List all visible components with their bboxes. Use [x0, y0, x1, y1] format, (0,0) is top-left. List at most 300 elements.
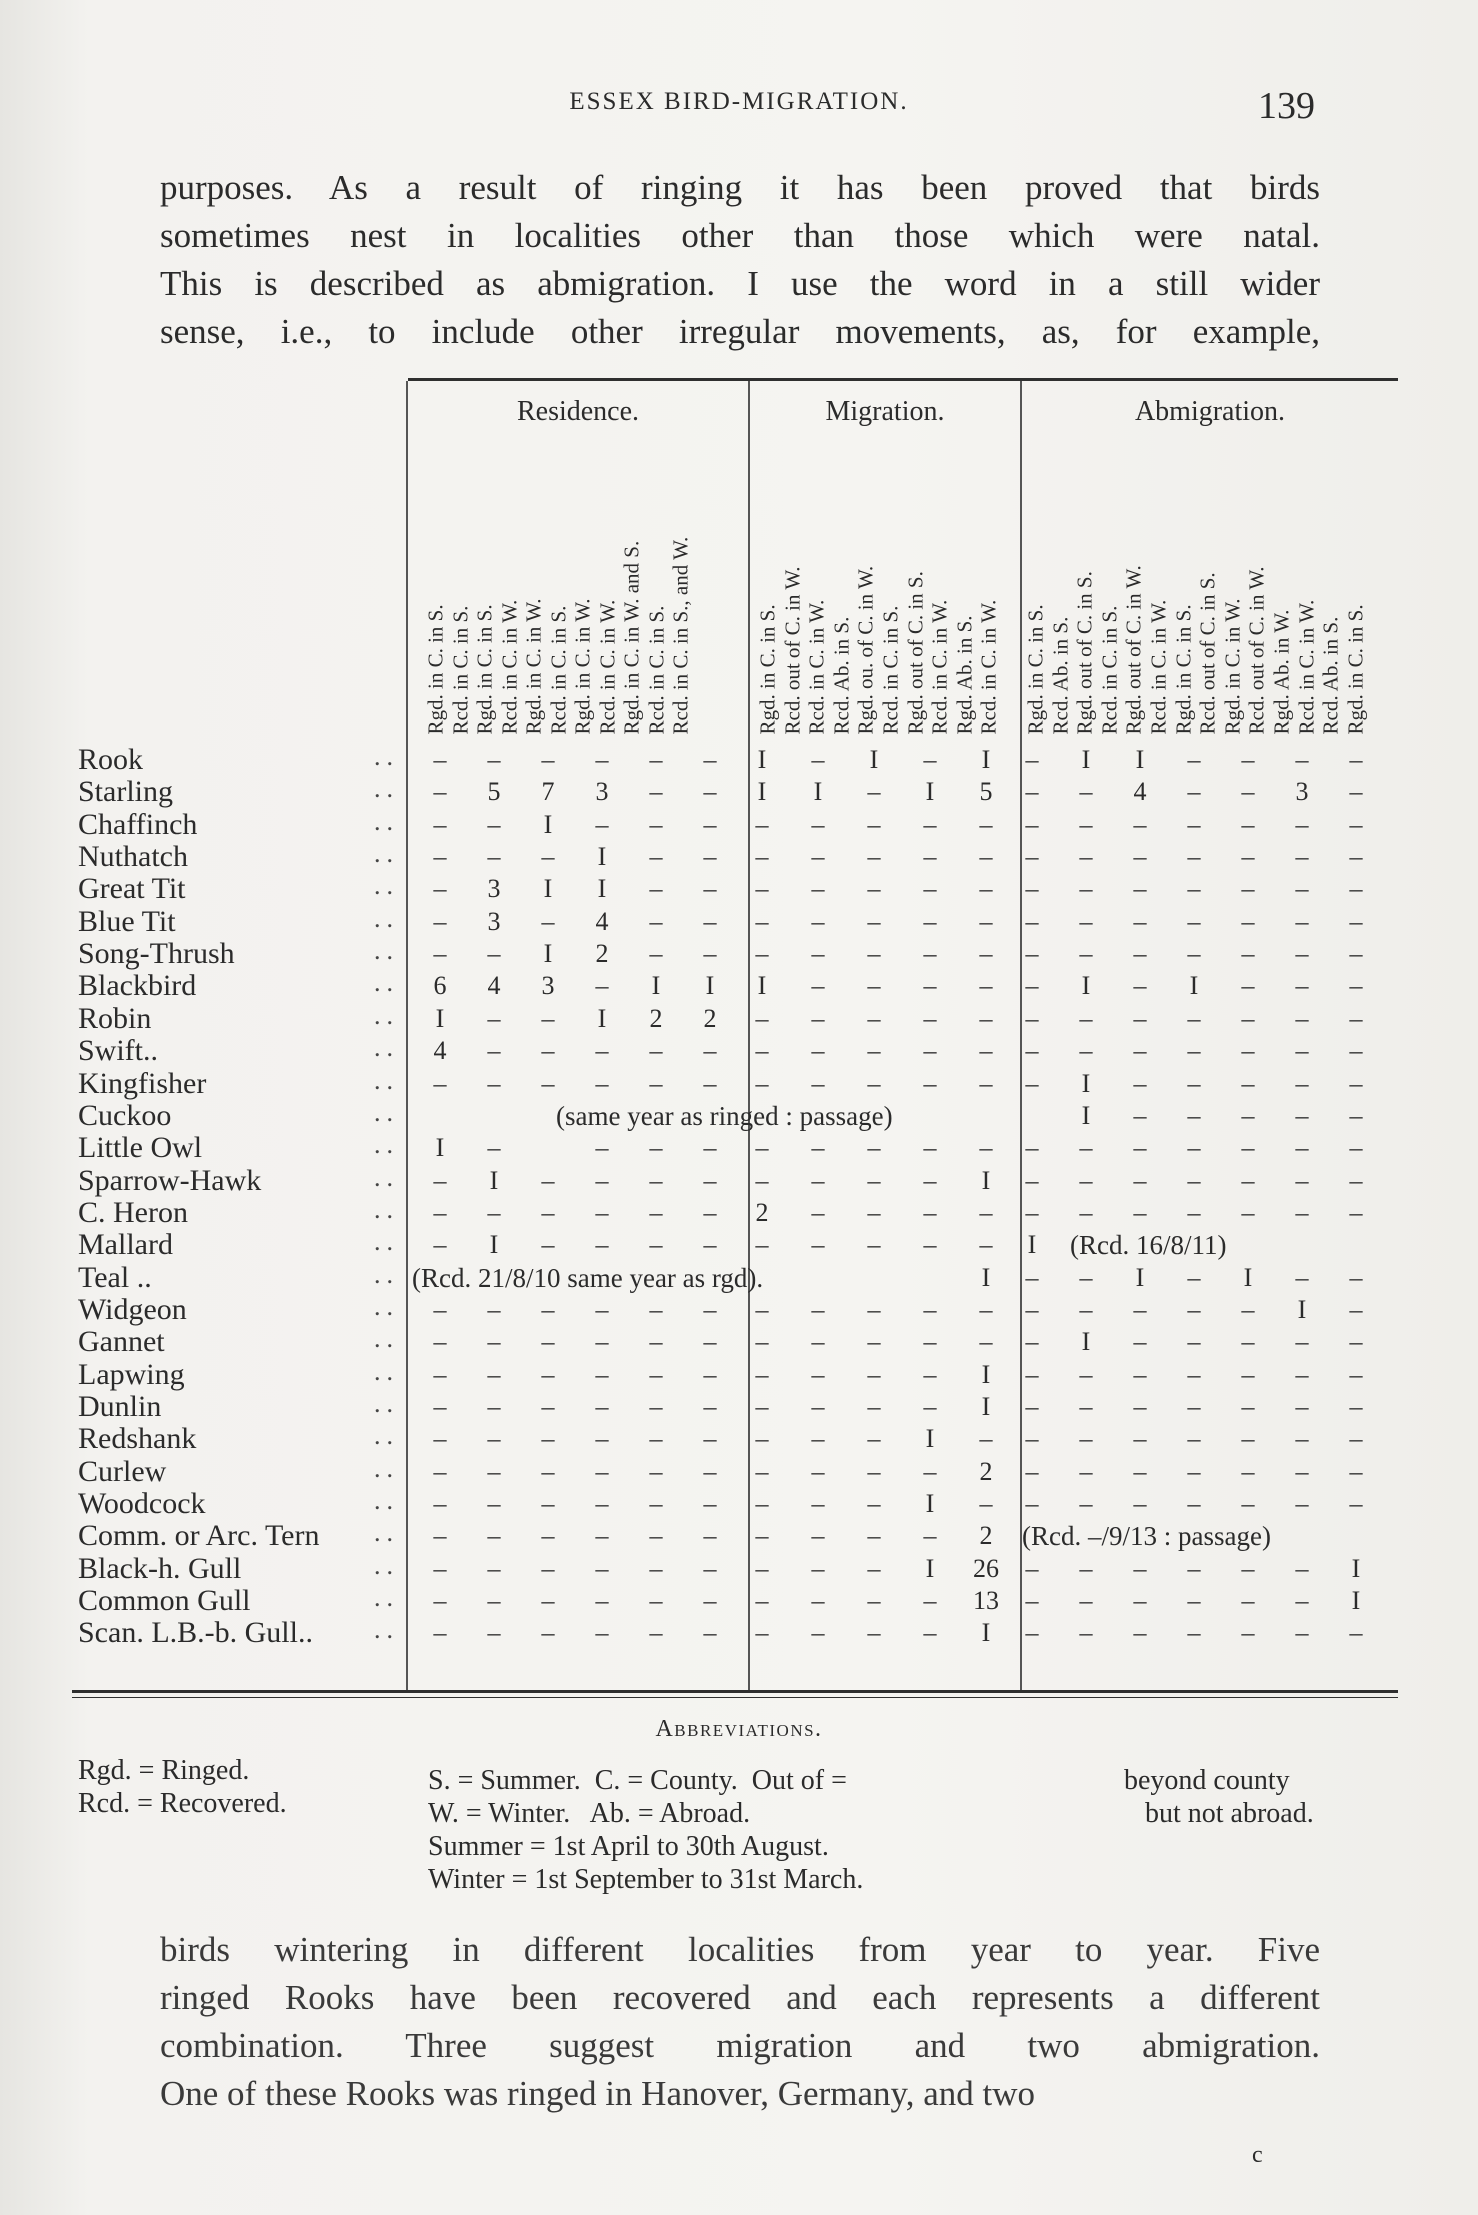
table-cell: –	[867, 1133, 881, 1163]
table-cell: –	[1241, 874, 1255, 904]
table-cell: –	[867, 971, 881, 1001]
table-cell: –	[595, 1230, 609, 1260]
row-label: Teal ..	[78, 1260, 152, 1294]
table-cell: 2	[595, 939, 609, 969]
table-cell: –	[1187, 1036, 1201, 1066]
table-cell: –	[811, 1586, 825, 1616]
table-cell: –	[1187, 1197, 1201, 1227]
table-cell: –	[649, 1165, 663, 1195]
table-cell: –	[755, 1553, 769, 1583]
table-cell: –	[541, 1068, 555, 1098]
table-cell: –	[595, 1165, 609, 1195]
table-cell: 2	[703, 1003, 717, 1033]
table-cell: –	[867, 1294, 881, 1324]
row-leader-dots: ..	[374, 839, 399, 869]
table-cell: –	[649, 1456, 663, 1486]
row-leader-dots: ..	[374, 1065, 399, 1095]
table-cell: –	[1025, 971, 1039, 1001]
table-cell: –	[487, 1618, 501, 1648]
table-cell: –	[1133, 1327, 1147, 1357]
table-cell: –	[595, 1586, 609, 1616]
table-cell: I	[981, 1392, 991, 1421]
paragraph-line: birds wintering in different localities from year to year. Five	[160, 1930, 1320, 1969]
table-cell: –	[1133, 1036, 1147, 1066]
table-cell: –	[1349, 1165, 1363, 1195]
row-label: Chaffinch	[78, 807, 198, 841]
table-cell: I	[925, 1424, 935, 1454]
table-cell: –	[541, 1456, 555, 1486]
table-cell: –	[595, 1068, 609, 1098]
table-cell: –	[979, 1197, 993, 1227]
table-cell: –	[595, 1424, 609, 1454]
table-cell: –	[487, 1586, 501, 1616]
table-cell: –	[755, 1392, 769, 1421]
table-cell: –	[1349, 874, 1363, 904]
table-cell: –	[649, 842, 663, 872]
table-cell: –	[1079, 1036, 1093, 1066]
table-cell: I	[981, 1165, 991, 1195]
table-cell: –	[867, 1553, 881, 1583]
table-cell: –	[1133, 1133, 1147, 1163]
table-cell: –	[1349, 1294, 1363, 1324]
table-cell: –	[1295, 1068, 1309, 1098]
row-label: Dunlin	[78, 1390, 162, 1423]
table-cell: –	[923, 1456, 937, 1486]
row-label: Great Tit	[78, 872, 186, 906]
table-cell: –	[1241, 842, 1255, 872]
table-cell: –	[487, 1521, 501, 1551]
table-cell: I	[489, 1165, 499, 1195]
table-cell: –	[755, 1424, 769, 1454]
table-cell: –	[1187, 1003, 1201, 1033]
row-label: Nuthatch	[78, 840, 188, 874]
row-leader-dots: ..	[374, 936, 399, 966]
table-cell: –	[923, 1294, 937, 1324]
table-cell: –	[1079, 1133, 1093, 1163]
table-cell: –	[1025, 939, 1039, 969]
table-cell: –	[1187, 1068, 1201, 1098]
table-cell: –	[433, 1489, 447, 1519]
table-cell: –	[755, 1521, 769, 1551]
table-cell: –	[867, 1230, 881, 1260]
table-cell: –	[1349, 1003, 1363, 1033]
table-cell: –	[979, 1489, 993, 1519]
table-cell: –	[867, 939, 881, 969]
table-cell: –	[1133, 971, 1147, 1001]
table-cell: I	[435, 1003, 445, 1033]
table-cell: 4	[1133, 777, 1147, 807]
table-cell: –	[1187, 842, 1201, 872]
column-heading: Rcd. out of C. in W.	[780, 566, 805, 735]
table-cell: –	[1349, 842, 1363, 872]
table-cell: I	[543, 939, 553, 969]
row-leader-dots: ..	[374, 1486, 399, 1516]
row-label: Common Gull	[78, 1584, 251, 1618]
table-cell: –	[811, 809, 825, 839]
table-cell: –	[867, 1003, 881, 1033]
paragraph-line: sometimes nest in localities other than those which were natal.	[160, 216, 1320, 255]
column-heading: Rgd. in C. in S.	[1023, 604, 1048, 735]
table-cell: –	[1241, 745, 1255, 774]
table-cell: I	[1189, 971, 1199, 1001]
table-cell: –	[923, 1036, 937, 1066]
table-cell: –	[1025, 1133, 1039, 1163]
table-cell: –	[811, 1294, 825, 1324]
table-cell: –	[487, 1133, 501, 1163]
table-cell: –	[1079, 939, 1093, 969]
table-cell: –	[867, 1197, 881, 1227]
table-cell: –	[979, 809, 993, 839]
table-cell: –	[1349, 1036, 1363, 1066]
table-cell: –	[703, 939, 717, 969]
table-cell: 4	[487, 971, 501, 1001]
table-cell: –	[649, 1586, 663, 1616]
table-cell: –	[755, 1359, 769, 1389]
column-heading: Rcd. Ab. in S.	[829, 616, 854, 735]
table-cell: –	[703, 1553, 717, 1583]
table-cell: –	[1025, 842, 1039, 872]
table-cell: –	[867, 1359, 881, 1389]
table-cell: –	[1295, 1553, 1309, 1583]
table-cell: –	[433, 777, 447, 807]
table-cell: –	[1349, 1197, 1363, 1227]
table-cell: –	[1133, 1003, 1147, 1033]
table-cell: I	[981, 1359, 991, 1389]
table-cell: –	[487, 1327, 501, 1357]
table-cell: –	[649, 906, 663, 936]
table-cell: –	[1187, 745, 1201, 774]
table-cell: –	[811, 1456, 825, 1486]
table-cell: –	[1133, 1165, 1147, 1195]
table-cell: –	[1187, 1392, 1201, 1421]
table-cell: I	[705, 971, 715, 1001]
table-cell: –	[1025, 1489, 1039, 1519]
column-heading: Rcd. in C. in W.	[927, 599, 952, 735]
table-top-rule	[408, 378, 1398, 381]
table-cell: –	[755, 842, 769, 872]
table-cell: 3	[1295, 777, 1309, 807]
row-leader-dots: ..	[374, 806, 399, 836]
table-cell: –	[867, 842, 881, 872]
table-cell: I	[925, 1489, 935, 1519]
table-cell: –	[1025, 1618, 1039, 1648]
table-cell: –	[1079, 1262, 1093, 1292]
row-label: Scan. L.B.-b. Gull..	[78, 1616, 313, 1650]
table-cell: –	[487, 1553, 501, 1583]
row-leader-dots: ..	[374, 1356, 399, 1386]
table-cell: –	[541, 1586, 555, 1616]
table-cell: –	[433, 1521, 447, 1551]
row-label: Kingfisher	[78, 1066, 207, 1100]
table-cell: –	[1187, 1165, 1201, 1195]
row-label: Cuckoo	[78, 1098, 172, 1132]
table-cell: –	[1133, 842, 1147, 872]
table-cell: –	[755, 1618, 769, 1648]
table-cell: –	[703, 777, 717, 807]
column-heading: Rcd. out of C. in W.	[1244, 566, 1269, 735]
table-cell: –	[1295, 1618, 1309, 1648]
row-leader-dots: ..	[374, 1000, 399, 1030]
column-heading: Rgd. in C. in W.	[521, 598, 546, 735]
table-cell: –	[541, 1294, 555, 1324]
table-cell: –	[649, 1327, 663, 1357]
table-cell: –	[1025, 809, 1039, 839]
row-leader-dots: ..	[374, 1259, 399, 1289]
table-cell: –	[1295, 906, 1309, 936]
row-label: Widgeon	[78, 1292, 187, 1326]
table-cell: –	[1187, 874, 1201, 904]
row-label: Blue Tit	[78, 904, 176, 938]
column-heading: Rcd. in C. in S.	[448, 605, 472, 735]
table-cell: –	[703, 1586, 717, 1616]
table-cell: –	[541, 1489, 555, 1519]
table-cell: –	[979, 1133, 993, 1163]
group-header: Abmigration.	[1134, 396, 1286, 427]
table-cell: –	[1133, 1392, 1147, 1421]
table-cell: I	[757, 777, 767, 807]
table-cell: –	[1241, 777, 1255, 807]
table-cell: –	[1349, 1424, 1363, 1454]
table-cell: –	[1025, 1003, 1039, 1033]
table-cell: –	[923, 971, 937, 1001]
table-cell: –	[1187, 777, 1201, 807]
table-cell: –	[979, 1003, 993, 1033]
table-cell: –	[433, 1456, 447, 1486]
table-cell: –	[595, 971, 609, 1001]
table-cell: –	[1079, 1553, 1093, 1583]
table-cell: 3	[487, 874, 501, 904]
column-heading: Rgd. out of C. in W.	[1121, 565, 1146, 735]
table-cell: –	[755, 1003, 769, 1033]
table-cell: –	[1025, 874, 1039, 904]
table-cell: –	[1241, 1197, 1255, 1227]
table-cell: 2	[649, 1003, 663, 1033]
table-cell: –	[1025, 1456, 1039, 1486]
table-cell: –	[487, 1197, 501, 1227]
table-cell: –	[867, 1036, 881, 1066]
table-cell: –	[703, 1165, 717, 1195]
table-cell: –	[1349, 1133, 1363, 1163]
table-cell: –	[649, 874, 663, 904]
table-cell: I	[1081, 1100, 1091, 1130]
table-cell: –	[487, 1456, 501, 1486]
table-cell: –	[1349, 1359, 1363, 1389]
table-cell: –	[1079, 1003, 1093, 1033]
paragraph-line: This is described as abmigration. I use the word in a still wider	[160, 264, 1320, 303]
group-header: Residence.	[516, 396, 640, 427]
table-cell: –	[1133, 1553, 1147, 1583]
table-cell: –	[703, 906, 717, 936]
table-cell: –	[1079, 1197, 1093, 1227]
table-cell: –	[703, 1424, 717, 1454]
table-cell: –	[487, 1003, 501, 1033]
table-cell: –	[1133, 1489, 1147, 1519]
table-cell: –	[1079, 1489, 1093, 1519]
table-cell: –	[703, 745, 717, 774]
table-cell: –	[1295, 1456, 1309, 1486]
table-cell: –	[979, 1036, 993, 1066]
table-cell: –	[1187, 809, 1201, 839]
table-cell: –	[649, 1359, 663, 1389]
table-cell: –	[703, 1521, 717, 1551]
table-cell: –	[923, 745, 937, 774]
table-cell: –	[1241, 906, 1255, 936]
table-cell: I	[597, 842, 607, 872]
table-cell: –	[649, 1133, 663, 1163]
column-heading: Rcd. in C. in S.	[878, 605, 903, 735]
table-cell: –	[541, 745, 555, 774]
column-heading: Rgd. out of C. in S.	[903, 571, 928, 735]
table-cell: –	[1295, 809, 1309, 839]
table-cell: –	[1241, 1618, 1255, 1648]
table-cell: –	[1295, 1100, 1309, 1130]
table-cell: –	[867, 1586, 881, 1616]
table-cell: –	[487, 809, 501, 839]
table-cell: –	[867, 1521, 881, 1551]
table-cell: –	[811, 906, 825, 936]
table-cell: –	[755, 1489, 769, 1519]
table-cell: 5	[979, 777, 993, 807]
row-leader-dots: ..	[374, 1324, 399, 1354]
table-cell: –	[1079, 874, 1093, 904]
table-cell: –	[487, 1294, 501, 1324]
table-cell: –	[1295, 1036, 1309, 1066]
table-cell: I	[543, 809, 553, 839]
row-leader-dots: ..	[374, 774, 399, 804]
table-column-divider	[406, 381, 408, 1690]
table-cell: –	[703, 1456, 717, 1486]
table-cell: –	[649, 1294, 663, 1324]
table-cell: –	[1079, 842, 1093, 872]
table-cell: –	[1295, 1424, 1309, 1454]
table-cell: –	[1295, 1359, 1309, 1389]
table-cell: 6	[433, 971, 447, 1001]
table-cell: –	[1349, 1392, 1363, 1421]
table-cell: –	[1079, 1294, 1093, 1324]
table-cell: –	[1187, 1133, 1201, 1163]
table-cell: –	[487, 1489, 501, 1519]
table-cell: –	[595, 1456, 609, 1486]
table-cell: –	[811, 874, 825, 904]
table-cell: –	[433, 1068, 447, 1098]
table-cell: –	[1187, 1100, 1201, 1130]
table-cell: –	[541, 1521, 555, 1551]
table-cell: –	[487, 745, 501, 774]
table-cell: –	[1241, 1100, 1255, 1130]
table-cell: –	[1187, 1359, 1201, 1389]
row-note: (same year as ringed : passage)	[556, 1100, 893, 1131]
paragraph-line: combination. Three suggest migration and two abmigration.	[160, 2026, 1320, 2065]
table-cell: –	[487, 1036, 501, 1066]
table-cell: –	[703, 842, 717, 872]
table-cell: –	[433, 906, 447, 936]
table-cell: –	[923, 1392, 937, 1421]
row-leader-dots: ..	[374, 1421, 399, 1451]
row-leader-dots: ..	[374, 1227, 399, 1257]
row-label: Curlew	[78, 1454, 167, 1488]
table-cell: –	[867, 1165, 881, 1195]
table-cell: I	[981, 1618, 991, 1648]
table-cell: –	[923, 1586, 937, 1616]
table-cell: 13	[973, 1586, 999, 1616]
table-cell: –	[1241, 809, 1255, 839]
table-cell: –	[1295, 1327, 1309, 1357]
table-cell: –	[1025, 1553, 1039, 1583]
table-cell: –	[1133, 1197, 1147, 1227]
table-cell: –	[923, 1165, 937, 1195]
table-cell: –	[1241, 1327, 1255, 1357]
table-cell: –	[1133, 1586, 1147, 1616]
table-cell: –	[1133, 874, 1147, 904]
table-cell: I	[1081, 971, 1091, 1001]
table-cell: –	[1349, 1456, 1363, 1486]
table-cell: –	[433, 1392, 447, 1421]
table-cell: –	[1187, 1456, 1201, 1486]
table-cell: –	[1025, 1424, 1039, 1454]
table-cell: –	[433, 874, 447, 904]
table-cell: –	[1079, 809, 1093, 839]
table-cell: –	[1349, 1489, 1363, 1519]
column-heading: Rcd. in C. in W.	[595, 599, 619, 735]
table-cell: –	[649, 1618, 663, 1648]
row-label: Mallard	[78, 1228, 173, 1262]
table-cell: –	[487, 842, 501, 872]
table-cell: –	[649, 1553, 663, 1583]
table-cell: –	[1133, 1456, 1147, 1486]
table-cell: –	[1025, 1036, 1039, 1066]
table-cell: I	[757, 971, 767, 1001]
table-cell: –	[703, 1197, 717, 1227]
column-heading: Rgd. out of C. in S.	[1072, 571, 1097, 735]
table-cell: –	[433, 1197, 447, 1227]
table-cell: –	[487, 1068, 501, 1098]
table-cell: –	[433, 745, 447, 774]
row-leader-dots: ..	[374, 1162, 399, 1192]
table-cell: –	[1079, 1618, 1093, 1648]
table-cell: –	[649, 1489, 663, 1519]
table-cell: I	[489, 1230, 499, 1260]
table-cell: I	[981, 1262, 991, 1292]
table-cell: 2	[979, 1521, 993, 1551]
table-cell: –	[1187, 1327, 1201, 1357]
table-cell: –	[755, 1230, 769, 1260]
column-heading: Rcd. in C. in W.	[1294, 599, 1319, 735]
table-cell: –	[755, 1456, 769, 1486]
group-header: Migration.	[825, 396, 945, 427]
table-cell: –	[649, 1036, 663, 1066]
table-cell: –	[703, 1392, 717, 1421]
abbreviations-title: Abbreviations.	[655, 1716, 823, 1742]
table-cell: –	[1295, 745, 1309, 774]
column-heading: Rgd. in C. in S.	[755, 604, 780, 735]
table-cell: –	[811, 1424, 825, 1454]
abbreviations-middle: S. = Summer. C. = County. Out of = W. = Winter. Ab. = Abroad.	[428, 1765, 847, 1829]
row-label: Robin	[78, 1001, 152, 1035]
table-cell: –	[1025, 906, 1039, 936]
table-cell: –	[1187, 1424, 1201, 1454]
table-cell: –	[433, 842, 447, 872]
table-cell: –	[811, 971, 825, 1001]
table-cell: –	[811, 1553, 825, 1583]
table-cell: –	[1349, 971, 1363, 1001]
table-cell: –	[1241, 1586, 1255, 1616]
row-leader-dots: ..	[374, 1291, 399, 1321]
table-cell: –	[755, 1294, 769, 1324]
row-note: (Rcd. 16/8/11)	[1070, 1230, 1227, 1261]
table-cell: –	[1241, 971, 1255, 1001]
table-cell: –	[1241, 1489, 1255, 1519]
table-cell: –	[755, 874, 769, 904]
